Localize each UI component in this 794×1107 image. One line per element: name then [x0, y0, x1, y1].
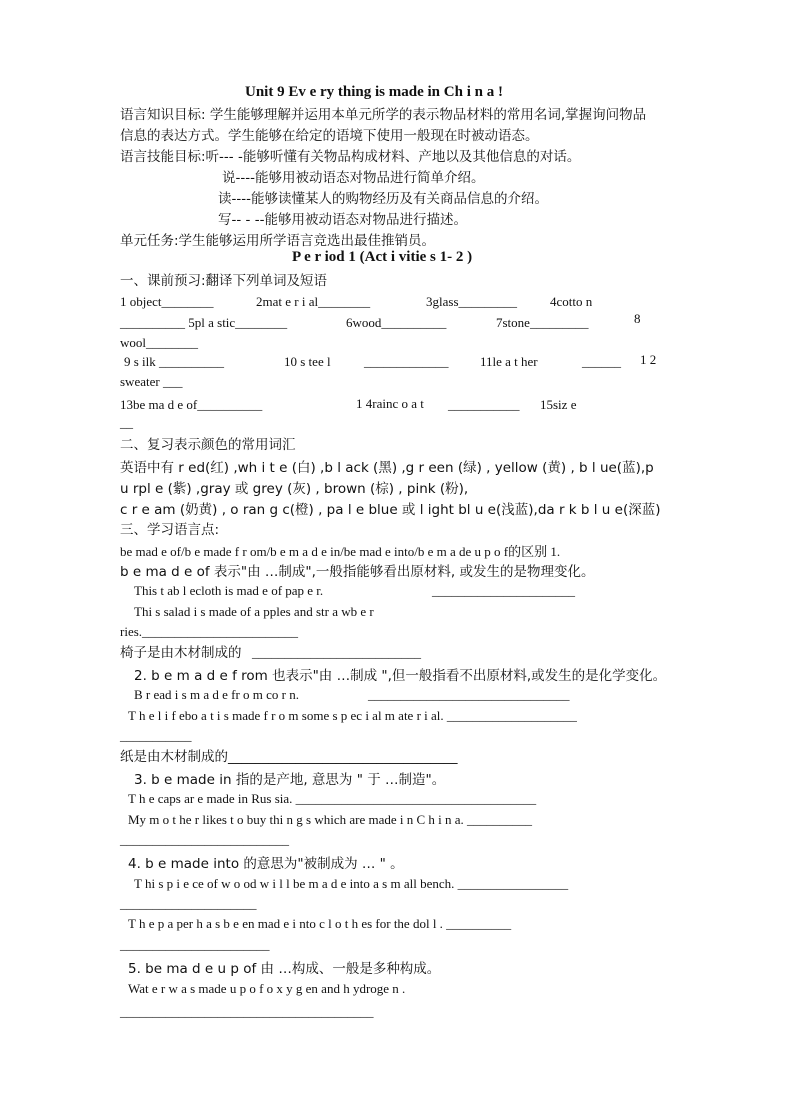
unit-task: 单元任务:学生能够运用所学语言竞选出最佳推销员。 — [120, 233, 436, 249]
skill-goal-write: 写-- - --能够用被动语态对物品进行描述。 — [218, 212, 467, 228]
vocab-item-1: 1 object________ — [120, 294, 214, 309]
example-8-blank: __________________________ — [120, 832, 289, 847]
vocab-item-14-blank: ___________ — [448, 397, 520, 412]
example-6: 纸是由木材制成的__________________________________ — [120, 749, 458, 765]
example-11-blank: _______________________________________ — [120, 1004, 374, 1019]
page-title: Unit 9 Ev e ry thing is made in Ch i n a ! — [245, 84, 503, 100]
vocab-item-11: 11le a t her — [480, 354, 538, 369]
vocab-item-10-blank: _____________ — [364, 354, 449, 369]
knowledge-goal: 语言知识目标: 学生能够理解并运用本单元所学的表示物品材料的常用名词,掌握询问物品 — [120, 107, 647, 123]
point-4: 4. b e made into 的意思为"被制成为 … " 。 — [128, 856, 404, 872]
example-10-blank: _______________________ — [120, 937, 270, 952]
point-5: 5. be ma d e u p of 由 …构成、一般是多种构成。 — [128, 961, 441, 977]
example-9-blank: _____________________ — [120, 896, 257, 911]
vocab-item-12: sweater ___ — [120, 374, 183, 389]
vocab-item-9: 9 s ilk __________ — [124, 354, 225, 369]
colors-line-1: 英语中有 r ed(红) ,wh i t e (白) ,b l ack (黑) ,g r een (绿) , yellow (黄) , b l ue(蓝),p — [120, 460, 654, 476]
vocab-item-2: 2mat e r i al________ — [256, 294, 371, 309]
example-3: 椅子是由木材制成的 — [120, 645, 242, 661]
example-8: My m o t he r likes t o buy thi n g s which are made i n C h i n a. __________ — [128, 812, 533, 827]
colors-line-3: c r e am (奶黄) , o ran g c(橙) , pa l e blue 或 l ight bl u e(浅蓝),da r k b l u e(深蓝) — [120, 502, 661, 518]
section3-heading: 三、学习语言点: — [120, 522, 220, 538]
example-2: Thi s salad i s made of a pples and str a wb e r — [134, 604, 374, 619]
vocab-item-8-num: 8 — [634, 311, 641, 326]
vocab-item-3: 3glass_________ — [426, 294, 517, 309]
vocab-item-15-blank: __ — [120, 415, 133, 430]
skill-goal-listen: 语言技能目标:听--- -能够听懂有关物品构成材料、产地以及其他信息的对话。 — [120, 149, 581, 165]
vocab-item-15: 15siz e — [540, 397, 577, 412]
point-2: 2. b e m a d e f rom 也表示"由 …制成 ",但一般指看不出原材料,或发生的是化学变化。 — [134, 668, 667, 684]
example-7: T h e caps ar e made in Rus sia. _____________________________________ — [128, 791, 537, 806]
vocab-item-11-blank: ______ — [582, 354, 621, 369]
colors-line-2: u rpl e (紫) ,gray 或 grey (灰) , brown (棕) , pink (粉), — [120, 481, 469, 497]
vocab-item-4: 4cotto n — [550, 294, 593, 309]
example-1: This t ab l ecloth is mad e of pap e r. — [134, 583, 324, 598]
vocab-item-10: 10 s tee l — [284, 354, 331, 369]
section2-heading: 二、复习表示颜色的常用词汇 — [120, 437, 296, 453]
example-4: B r ead i s m a d e fr o m co r n. — [134, 687, 299, 702]
point-3: 3. b e made in 指的是产地, 意思为 " 于 …制造"。 — [134, 772, 446, 788]
point-1-intro: be mad e of/b e made f r om/b e m a d e in/be mad e into/b e m a de u p o f的区别 1. — [120, 544, 561, 559]
period-title: P e r iod 1 (Act i vitie s 1- 2 ) — [292, 249, 473, 265]
vocab-item-5: __________ 5pl a stic________ — [120, 315, 288, 330]
vocab-item-6: 6wood__________ — [346, 315, 447, 330]
vocab-item-14: 1 4rainc o a t — [356, 396, 424, 411]
example-10: T h e p a per h a s b e en mad e i nto c l o t h es for the dol l . __________ — [128, 916, 512, 931]
vocab-item-12-num: 1 2 — [640, 352, 657, 367]
point-1-explain: b e ma d e of 表示"由 …制成",一般指能够看出原材料, 或发生的是物理变化。 — [120, 564, 595, 580]
vocab-item-13: 13be ma d e of__________ — [120, 397, 263, 412]
vocab-item-8: wool________ — [120, 335, 198, 350]
example-2-blank: ries.________________________ — [120, 624, 299, 639]
example-5: T h e l i f ebo a t i s made f r o m some s p ec i al m ate r i al. ____________________ — [128, 708, 577, 723]
knowledge-goal-cont: 信息的表达方式。学生能够在给定的语境下使用一般现在时被动语态。 — [120, 128, 539, 144]
skill-goal-read: 读----能够读懂某人的购物经历及有关商品信息的介绍。 — [218, 191, 548, 207]
example-11: Wat e r w a s made u p o f o x y g en and h ydroge n . — [128, 981, 406, 996]
vocab-item-7: 7stone_________ — [496, 315, 589, 330]
example-3-blank: __________________________ — [252, 645, 421, 660]
example-1-blank: ______________________ — [432, 583, 575, 598]
example-4-blank: _______________________________ — [368, 687, 570, 702]
section1-heading: 一、课前预习:翻译下列单词及短语 — [120, 273, 328, 289]
example-9: T hi s p i e ce of w o od w i l l be m a d e into a s m all bench. _________________ — [134, 876, 569, 891]
example-5-blank: ___________ — [120, 728, 192, 743]
skill-goal-speak: 说----能够用被动语态对物品进行简单介绍。 — [222, 170, 485, 186]
